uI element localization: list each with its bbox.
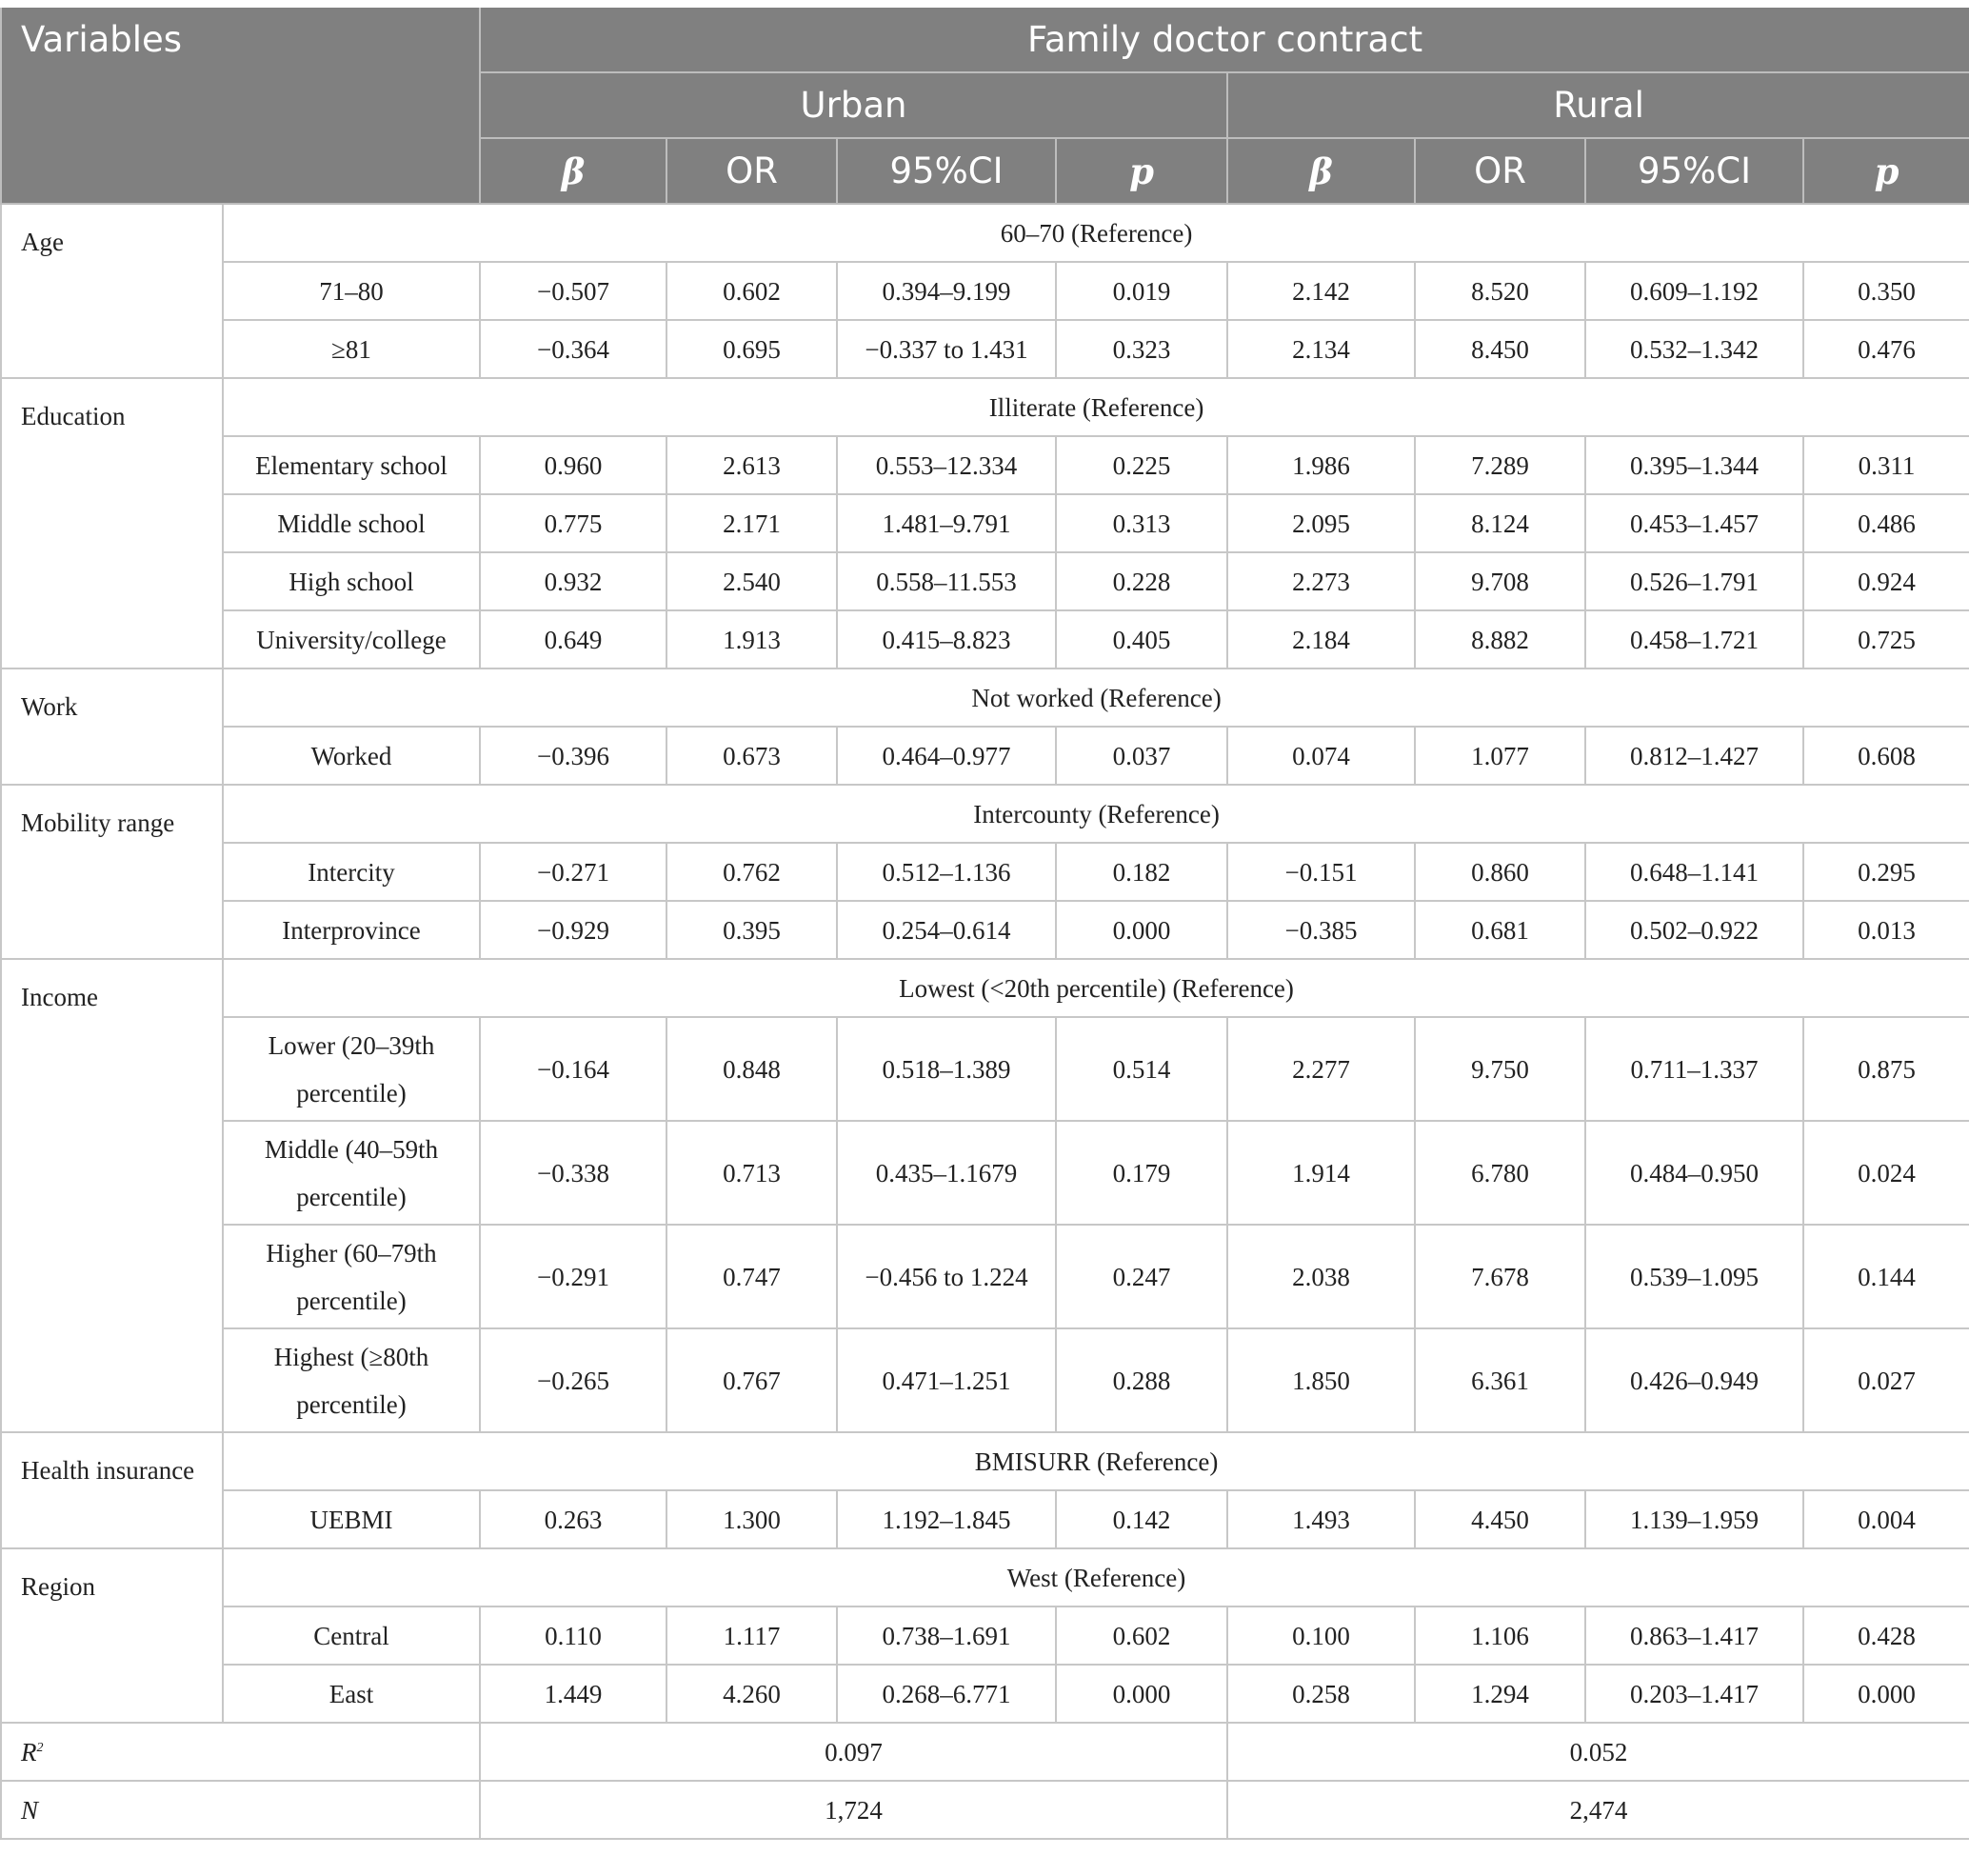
table-row	[1, 1017, 1969, 1121]
urban-p-cell: 0.142	[1056, 1490, 1227, 1548]
rural-summary-cell: 0.052	[1227, 1723, 1969, 1781]
rural-beta-cell: 2.038	[1227, 1225, 1415, 1328]
group-reference-row	[1, 959, 1969, 1017]
rural-or-cell: 8.520	[1415, 262, 1585, 320]
urban-p-cell: 0.405	[1056, 610, 1227, 669]
urban-or-cell: 0.673	[666, 727, 837, 785]
variable-name-cell: Mobility range	[1, 785, 223, 959]
category-label-cell: Central	[223, 1607, 480, 1665]
table-row	[1, 1607, 1969, 1665]
rural-ci-cell: 0.539–1.095	[1585, 1225, 1803, 1328]
rural-or-cell: 0.860	[1415, 843, 1585, 901]
urban-or-cell: 0.395	[666, 901, 837, 959]
reference-category-cell: West (Reference)	[223, 1548, 1969, 1607]
urban-or-cell: 1.300	[666, 1490, 837, 1548]
urban-or-cell: 0.747	[666, 1225, 837, 1328]
urban-or-cell: 2.540	[666, 552, 837, 610]
table-row	[1, 436, 1969, 494]
reference-category-cell: Illiterate (Reference)	[223, 378, 1969, 436]
rural-or-cell: 9.750	[1415, 1017, 1585, 1121]
rural-ci-cell: 0.453–1.457	[1585, 494, 1803, 552]
rural-or-cell: 1.294	[1415, 1665, 1585, 1723]
urban-ci-cell: 0.558–11.553	[837, 552, 1056, 610]
urban-p-cell: 0.288	[1056, 1328, 1227, 1432]
rural-summary-cell: 2,474	[1227, 1781, 1969, 1839]
urban-beta-cell: 1.449	[480, 1665, 666, 1723]
table-row	[1, 262, 1969, 320]
variable-name-cell: Work	[1, 669, 223, 785]
urban-ci-header: 95%CI	[837, 138, 1056, 204]
urban-p-cell: 0.019	[1056, 262, 1227, 320]
table-row	[1, 1225, 1969, 1328]
rural-or-cell: 0.681	[1415, 901, 1585, 959]
group-reference-row	[1, 204, 1969, 262]
urban-or-cell: 1.913	[666, 610, 837, 669]
category-label-cell: Intercity	[223, 843, 480, 901]
reference-category-cell: BMISURR (Reference)	[223, 1432, 1969, 1490]
urban-ci-cell: 0.435–1.1679	[837, 1121, 1056, 1225]
urban-beta-cell: −0.364	[480, 320, 666, 378]
category-label-cell: Worked	[223, 727, 480, 785]
rural-p-cell: 0.875	[1803, 1017, 1969, 1121]
summary-row	[1, 1781, 1969, 1839]
rural-ci-cell: 0.812–1.427	[1585, 727, 1803, 785]
summary-row	[1, 1723, 1969, 1781]
rural-p-cell: 0.024	[1803, 1121, 1969, 1225]
rural-beta-cell: 0.100	[1227, 1607, 1415, 1665]
category-label-cell: Middle school	[223, 494, 480, 552]
rural-ci-cell: 0.609–1.192	[1585, 262, 1803, 320]
urban-p-cell: 0.000	[1056, 901, 1227, 959]
urban-ci-cell: 0.268–6.771	[837, 1665, 1056, 1723]
rural-p-cell: 0.000	[1803, 1665, 1969, 1723]
category-label-cell: UEBMI	[223, 1490, 480, 1548]
category-label-cell: 71–80	[223, 262, 480, 320]
table-row	[1, 901, 1969, 959]
urban-summary-cell: 1,724	[480, 1781, 1227, 1839]
urban-ci-cell: 0.553–12.334	[837, 436, 1056, 494]
urban-beta-cell: −0.507	[480, 262, 666, 320]
rural-beta-cell: −0.385	[1227, 901, 1415, 959]
rural-p-cell: 0.476	[1803, 320, 1969, 378]
rural-p-cell: 0.924	[1803, 552, 1969, 610]
urban-beta-cell: 0.775	[480, 494, 666, 552]
rural-beta-cell: 2.142	[1227, 262, 1415, 320]
rural-beta-cell: 2.184	[1227, 610, 1415, 669]
urban-p-cell: 0.182	[1056, 843, 1227, 901]
rural-beta-cell: 2.277	[1227, 1017, 1415, 1121]
variable-name-cell: Age	[1, 204, 223, 378]
rural-or-cell: 1.077	[1415, 727, 1585, 785]
rural-or-cell: 8.124	[1415, 494, 1585, 552]
urban-p-cell: 0.000	[1056, 1665, 1227, 1723]
rural-ci-cell: 0.863–1.417	[1585, 1607, 1803, 1665]
table-row	[1, 494, 1969, 552]
rural-p-cell: 0.295	[1803, 843, 1969, 901]
variable-name-cell: Education	[1, 378, 223, 669]
urban-or-cell: 0.713	[666, 1121, 837, 1225]
rural-header: Rural	[1227, 72, 1969, 138]
urban-ci-cell: 0.464–0.977	[837, 727, 1056, 785]
table-header	[1, 8, 1969, 204]
urban-beta-cell: 0.649	[480, 610, 666, 669]
rural-p-cell: 0.486	[1803, 494, 1969, 552]
urban-p-cell: 0.323	[1056, 320, 1227, 378]
table-row	[1, 1665, 1969, 1723]
rural-beta-cell: 2.273	[1227, 552, 1415, 610]
urban-beta-cell: −0.929	[480, 901, 666, 959]
rural-ci-cell: 0.502–0.922	[1585, 901, 1803, 959]
family-doctor-contract-header: Family doctor contract	[480, 8, 1969, 72]
urban-beta-cell: −0.265	[480, 1328, 666, 1432]
urban-or-header: OR	[666, 138, 837, 204]
urban-ci-cell: −0.456 to 1.224	[837, 1225, 1056, 1328]
urban-p-cell: 0.247	[1056, 1225, 1227, 1328]
urban-p-cell: 0.602	[1056, 1607, 1227, 1665]
category-label-cell: East	[223, 1665, 480, 1723]
category-label-cell: University/college	[223, 610, 480, 669]
urban-beta-cell: −0.338	[480, 1121, 666, 1225]
category-label-cell: Highest (≥80th percentile)	[223, 1328, 480, 1432]
urban-or-cell: 0.767	[666, 1328, 837, 1432]
rural-beta-cell: −0.151	[1227, 843, 1415, 901]
rural-beta-cell: 2.134	[1227, 320, 1415, 378]
table-row	[1, 843, 1969, 901]
variable-name-cell: Region	[1, 1548, 223, 1723]
rural-p-cell: 0.608	[1803, 727, 1969, 785]
rural-beta-cell: 1.914	[1227, 1121, 1415, 1225]
rural-beta-cell: 0.074	[1227, 727, 1415, 785]
urban-p-cell: 0.514	[1056, 1017, 1227, 1121]
rural-beta-cell: 1.850	[1227, 1328, 1415, 1432]
group-reference-row	[1, 669, 1969, 727]
urban-p-cell: 0.179	[1056, 1121, 1227, 1225]
urban-ci-cell: −0.337 to 1.431	[837, 320, 1056, 378]
rural-beta-cell: 1.986	[1227, 436, 1415, 494]
rural-or-cell: 9.708	[1415, 552, 1585, 610]
rural-p-header: p	[1803, 138, 1969, 204]
reference-category-cell: Not worked (Reference)	[223, 669, 1969, 727]
urban-beta-cell: 0.263	[480, 1490, 666, 1548]
rural-p-cell: 0.004	[1803, 1490, 1969, 1548]
group-reference-row	[1, 1432, 1969, 1490]
urban-or-cell: 0.695	[666, 320, 837, 378]
urban-beta-cell: −0.291	[480, 1225, 666, 1328]
urban-ci-cell: 0.415–8.823	[837, 610, 1056, 669]
category-label-cell: Lower (20–39th percentile)	[223, 1017, 480, 1121]
table-row	[1, 1490, 1969, 1548]
group-reference-row	[1, 1548, 1969, 1607]
urban-ci-cell: 0.518–1.389	[837, 1017, 1056, 1121]
table-row	[1, 727, 1969, 785]
urban-header: Urban	[480, 72, 1227, 138]
urban-beta-cell: −0.164	[480, 1017, 666, 1121]
rural-or-cell: 1.106	[1415, 1607, 1585, 1665]
rural-ci-cell: 0.395–1.344	[1585, 436, 1803, 494]
variables-header: Variables	[1, 8, 480, 204]
urban-ci-cell: 0.738–1.691	[837, 1607, 1056, 1665]
table-row	[1, 552, 1969, 610]
regression-results-table	[0, 8, 1969, 1840]
reference-category-cell: Lowest (<20th percentile) (Reference)	[223, 959, 1969, 1017]
urban-p-cell: 0.228	[1056, 552, 1227, 610]
rural-beta-cell: 1.493	[1227, 1490, 1415, 1548]
rural-ci-cell: 1.139–1.959	[1585, 1490, 1803, 1548]
urban-ci-cell: 1.481–9.791	[837, 494, 1056, 552]
rural-or-cell: 7.678	[1415, 1225, 1585, 1328]
reference-category-cell: 60–70 (Reference)	[223, 204, 1969, 262]
summary-label-cell	[1, 1781, 480, 1839]
summary-label-text: N	[21, 1795, 39, 1825]
table-row	[1, 320, 1969, 378]
category-label-cell: Higher (60–79th percentile)	[223, 1225, 480, 1328]
table-row	[1, 610, 1969, 669]
summary-label-cell	[1, 1723, 480, 1781]
category-label-cell: ≥81	[223, 320, 480, 378]
table-row	[1, 1121, 1969, 1225]
rural-ci-cell: 0.203–1.417	[1585, 1665, 1803, 1723]
rural-ci-cell: 0.532–1.342	[1585, 320, 1803, 378]
urban-or-cell: 2.613	[666, 436, 837, 494]
urban-p-cell: 0.037	[1056, 727, 1227, 785]
urban-or-cell: 2.171	[666, 494, 837, 552]
rural-beta-cell: 2.095	[1227, 494, 1415, 552]
rural-or-cell: 8.450	[1415, 320, 1585, 378]
rural-p-cell: 0.350	[1803, 262, 1969, 320]
rural-ci-cell: 0.648–1.141	[1585, 843, 1803, 901]
urban-p-header: p	[1056, 138, 1227, 204]
table-body	[1, 204, 1969, 1839]
summary-label-text: R	[21, 1737, 37, 1766]
urban-ci-cell: 0.512–1.136	[837, 843, 1056, 901]
category-label-cell: High school	[223, 552, 480, 610]
urban-beta-cell: 0.932	[480, 552, 666, 610]
urban-beta-cell: 0.110	[480, 1607, 666, 1665]
rural-ci-cell: 0.711–1.337	[1585, 1017, 1803, 1121]
rural-ci-cell: 0.484–0.950	[1585, 1121, 1803, 1225]
rural-p-cell: 0.725	[1803, 610, 1969, 669]
rural-p-cell: 0.428	[1803, 1607, 1969, 1665]
rural-or-header: OR	[1415, 138, 1585, 204]
rural-p-cell: 0.144	[1803, 1225, 1969, 1328]
urban-beta-cell: 0.960	[480, 436, 666, 494]
category-label-cell: Elementary school	[223, 436, 480, 494]
category-label-cell: Middle (40–59th percentile)	[223, 1121, 480, 1225]
group-reference-row	[1, 785, 1969, 843]
rural-ci-cell: 0.426–0.949	[1585, 1328, 1803, 1432]
urban-summary-cell: 0.097	[480, 1723, 1227, 1781]
category-label-cell: Interprovince	[223, 901, 480, 959]
rural-or-cell: 8.882	[1415, 610, 1585, 669]
urban-ci-cell: 0.254–0.614	[837, 901, 1056, 959]
urban-beta-header: β	[480, 138, 666, 204]
rural-beta-cell: 0.258	[1227, 1665, 1415, 1723]
urban-or-cell: 0.602	[666, 262, 837, 320]
urban-or-cell: 4.260	[666, 1665, 837, 1723]
urban-p-cell: 0.225	[1056, 436, 1227, 494]
urban-ci-cell: 0.471–1.251	[837, 1328, 1056, 1432]
rural-or-cell: 6.361	[1415, 1328, 1585, 1432]
urban-or-cell: 1.117	[666, 1607, 837, 1665]
urban-or-cell: 0.762	[666, 843, 837, 901]
rural-or-cell: 4.450	[1415, 1490, 1585, 1548]
rural-ci-header: 95%CI	[1585, 138, 1803, 204]
rural-or-cell: 6.780	[1415, 1121, 1585, 1225]
table-row	[1, 1328, 1969, 1432]
rural-ci-cell: 0.526–1.791	[1585, 552, 1803, 610]
rural-beta-header: β	[1227, 138, 1415, 204]
rural-p-cell: 0.013	[1803, 901, 1969, 959]
urban-or-cell: 0.848	[666, 1017, 837, 1121]
variable-name-cell: Income	[1, 959, 223, 1432]
urban-beta-cell: −0.396	[480, 727, 666, 785]
reference-category-cell: Intercounty (Reference)	[223, 785, 1969, 843]
urban-beta-cell: −0.271	[480, 843, 666, 901]
rural-p-cell: 0.311	[1803, 436, 1969, 494]
summary-label-superscript: 2	[36, 1740, 44, 1755]
rural-ci-cell: 0.458–1.721	[1585, 610, 1803, 669]
urban-ci-cell: 0.394–9.199	[837, 262, 1056, 320]
urban-ci-cell: 1.192–1.845	[837, 1490, 1056, 1548]
urban-p-cell: 0.313	[1056, 494, 1227, 552]
variable-name-cell: Health insurance	[1, 1432, 223, 1548]
rural-or-cell: 7.289	[1415, 436, 1585, 494]
rural-p-cell: 0.027	[1803, 1328, 1969, 1432]
group-reference-row	[1, 378, 1969, 436]
